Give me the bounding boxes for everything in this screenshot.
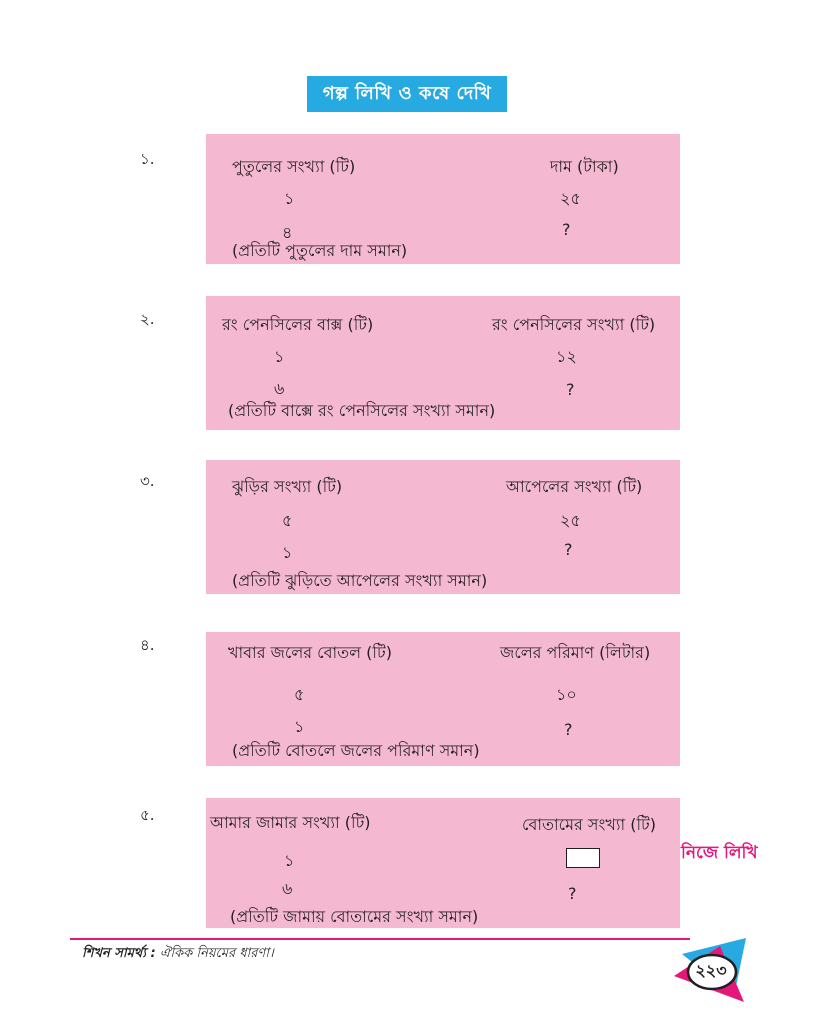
answer-input-box[interactable]: [566, 848, 600, 868]
problem-box-5: [206, 798, 680, 928]
problem-box-2: [206, 296, 680, 430]
problem-note: (প্রতিটি পুতুলের দাম সমান): [232, 241, 408, 260]
row1-col1: ১: [284, 851, 295, 870]
problem-note: (প্রতিটি বাক্সে রং পেনসিলের সংখ্যা সমান): [228, 401, 496, 420]
footer-text: ঐকিক নিয়মের ধারণা।: [159, 946, 274, 961]
problem-number-3: ৩.: [140, 472, 155, 490]
problem-note: (প্রতিটি ঝুড়িতে আপেলের সংখ্যা সমান): [232, 571, 488, 590]
problem-box-1: [206, 134, 680, 264]
row1-col1: ১: [274, 347, 285, 366]
problem-number-2: ২.: [140, 310, 155, 328]
row1-col1: ১: [284, 189, 295, 208]
row2-col1: ১: [294, 717, 305, 736]
row2-col1: ৪: [282, 223, 293, 242]
row2-col1: ৬: [282, 879, 293, 898]
row2-col1: ৬: [274, 379, 285, 398]
footer-learning-outcome: [82, 944, 274, 965]
col1-header: রং পেনসিলের বাক্স (টি): [222, 315, 374, 334]
row2-col2: ?: [568, 884, 577, 903]
row1-col1: ৫: [294, 685, 305, 704]
row2-col2: ?: [566, 380, 575, 399]
row1-col2: ১২: [556, 347, 577, 366]
page-number-badge: [672, 936, 752, 1006]
problem-box-3: [206, 460, 680, 594]
col2-header: আপেলের সংখ্যা (টি): [506, 477, 643, 496]
problem-box-4: [206, 632, 680, 766]
problem-number-4: ৪.: [140, 636, 155, 654]
section-title: গল্প লিখি ও কষে দেখি: [322, 82, 492, 104]
col2-header: রং পেনসিলের সংখ্যা (টি): [492, 315, 656, 334]
problem-note: (প্রতিটি বোতলে জলের পরিমাণ সমান): [232, 741, 480, 760]
footer-label: শিখন সামর্থ্য :: [82, 946, 156, 961]
write-yourself-note: নিজে লিখি: [681, 843, 758, 863]
col1-header: ঝুড়ির সংখ্যা (টি): [232, 477, 343, 496]
row1-col2: ২৫: [560, 189, 581, 208]
footer-rule: [70, 938, 690, 940]
row1-col2: ২৫: [560, 511, 581, 530]
row1-col1: ৫: [282, 511, 293, 530]
col1-header: পুতুলের সংখ্যা (টি): [232, 157, 356, 176]
problem-number-1: ১.: [140, 150, 155, 168]
col2-header: দাম (টাকা): [550, 157, 619, 176]
row2-col1: ১: [282, 543, 293, 562]
row1-col2: ১০: [556, 685, 577, 704]
row2-col2: ?: [562, 220, 571, 239]
row2-col2: ?: [564, 720, 573, 739]
col2-header: বোতামের সংখ্যা (টি): [522, 815, 656, 834]
col1-header: খাবার জলের বোতল (টি): [228, 643, 392, 662]
page-number: ২২৩: [695, 960, 727, 980]
problem-number-5: ৫.: [140, 806, 155, 824]
problem-note: (প্রতিটি জামায় বোতামের সংখ্যা সমান): [230, 907, 479, 926]
section-title-banner: [307, 76, 507, 112]
col1-header: আমার জামার সংখ্যা (টি): [210, 813, 371, 832]
row2-col2: ?: [564, 540, 573, 559]
col2-header: জলের পরিমাণ (লিটার): [500, 643, 651, 662]
